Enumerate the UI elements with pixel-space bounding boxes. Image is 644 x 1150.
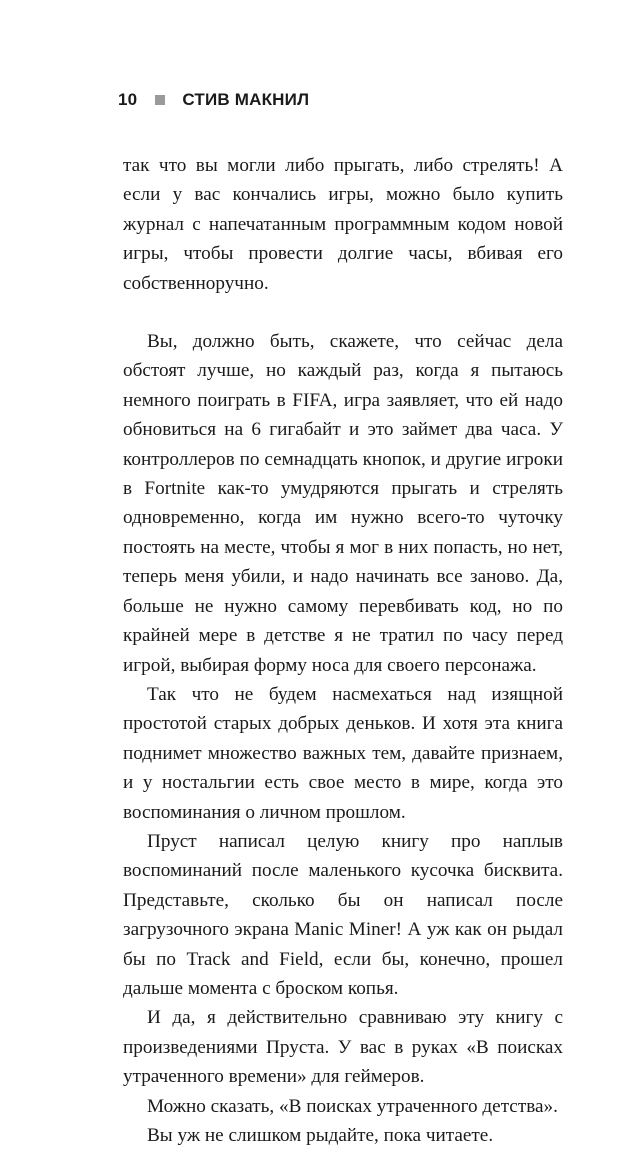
paragraph: Можно сказать, «В поисках утраченного детства». bbox=[147, 1095, 558, 1117]
paragraph: Вы, должно быть, скажете, что сейчас дела обстоят лучше, но каждый раз, когда я пытаюсь немного поиграть в FIFA, игра заявляет, что ей надо обновиться на 6 гигабайт и это займет два часа. У контроллеров по семнадцать кнопок, и другие игроки в Fortnite как-то умудряются прыгать и стрелять одновременно, когда им нужно всего-то чуточку постоять на месте, чтобы я мог в них попасть, но нет, теперь меня убили, и надо начинать все заново. Да, больше не нужно самому перевбивать код, но по крайней мере в детстве я не тратил по часу перед игрой, выбирая форму носа для своего персонажа. bbox=[123, 331, 563, 676]
paragraph: Пруст написал целую книгу про наплыв воспоминаний после маленького кусочка бисквита. Представьте, сколько бы он написал после загрузочного экрана Manic Miner! А уж как он рыдал бы по Track and Field, если бы, конечно, прошел дальше момента с броском копья. bbox=[123, 830, 563, 999]
text-body bbox=[123, 151, 563, 1150]
separator-square-icon bbox=[155, 95, 165, 105]
page-number: 10 bbox=[118, 90, 138, 109]
paragraph: Вы уж не слишком рыдайте, пока читаете. bbox=[147, 1125, 494, 1146]
paragraph: И да, я действительно сравниваю эту книгу с произведениями Пруста. У вас в руках «В поисках утраченного времени» для геймеров. bbox=[123, 1007, 563, 1088]
author-name: СТИВ МАКНИЛ bbox=[182, 90, 310, 109]
running-head bbox=[118, 88, 309, 112]
paragraph: Так что не будем насмехаться над изящной простотой старых добрых деньков. И хотя эта книга поднимет множество важных тем, давайте признаем, и у ностальгии есть свое место в мире, когда это воспоминания о личном прошлом. bbox=[123, 683, 563, 823]
paragraph-continued: так что вы могли либо прыгать, либо стрелять! А если у вас кончались игры, можно было купить журнал с напечатанным программным кодом новой игры, чтобы провести долгие часы, вбивая его собственноручно. bbox=[123, 155, 563, 294]
